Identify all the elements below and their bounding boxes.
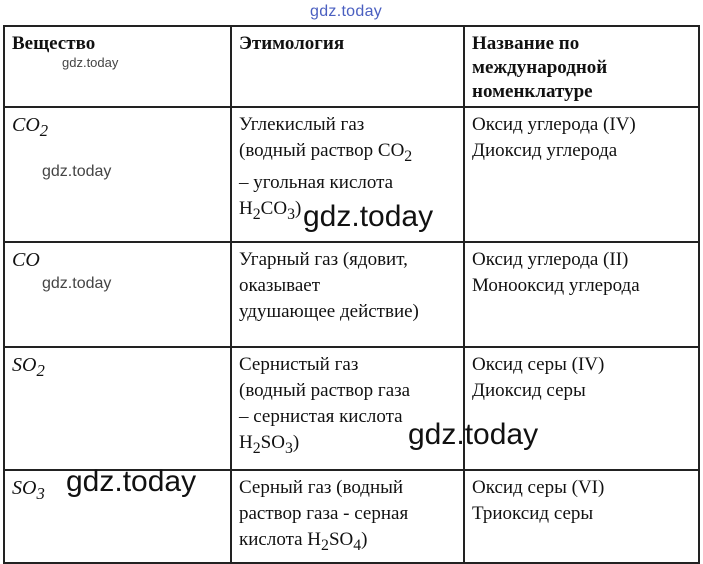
- etym-line: $H_2CO_3$): [239, 197, 302, 223]
- formula: $SO_3$: [12, 477, 45, 503]
- header-name-line-3: номенклатуре: [472, 81, 593, 102]
- header-name-line-1: Название по: [472, 33, 580, 54]
- header-name-line-2: международной: [472, 57, 608, 78]
- header-substance-label: Вещество: [12, 33, 96, 54]
- etym-line: $H_2SO_3$): [239, 432, 300, 457]
- etym-line: удушающее действие): [239, 301, 419, 322]
- name-line: Диоксид углерода: [472, 140, 618, 161]
- etym-line: Угарный газ (ядовит,: [239, 249, 408, 270]
- etym-line: Сернистый газ: [239, 354, 359, 375]
- international-name-cell: [464, 107, 699, 242]
- international-name-cell: [464, 242, 699, 347]
- name-line: Монооксид углерода: [472, 275, 640, 296]
- name-line: Диоксид серы: [472, 380, 586, 401]
- substance-cell: [4, 242, 231, 347]
- header-substance: [4, 26, 231, 107]
- watermark-cell: gdz.today: [42, 163, 112, 180]
- table-header-row: [4, 26, 699, 107]
- etym-line: кислота $H_2SO_4$): [239, 529, 368, 554]
- watermark-top: gdz.today: [310, 3, 383, 20]
- watermark-large: gdz.today: [66, 465, 197, 498]
- etymology-cell: [231, 470, 464, 563]
- table-row: [4, 242, 699, 347]
- watermark-large: gdz.today: [408, 418, 539, 451]
- name-line: Оксид углерода (IV): [472, 114, 636, 135]
- formula: $CO_2$: [12, 114, 49, 140]
- etym-line: – сернистая кислота: [239, 406, 403, 427]
- substance-cell: [4, 347, 231, 470]
- formula: CO: [12, 249, 40, 271]
- name-line: Оксид серы (IV): [472, 354, 605, 375]
- international-name-cell: [464, 470, 699, 563]
- etym-line: Серный газ (водный: [239, 477, 404, 498]
- etym-line: Углекислый газ: [239, 114, 365, 135]
- table-row: [4, 347, 699, 470]
- header-etymology: [231, 26, 464, 107]
- name-line: Триоксид серы: [472, 503, 594, 524]
- etym-line: раствор газа - серная: [239, 503, 409, 524]
- watermark-large: gdz.today: [303, 200, 434, 233]
- watermark-header: gdz.today: [62, 55, 119, 70]
- header-etymology-label: Этимология: [239, 33, 345, 54]
- name-line: Оксид углерода (II): [472, 249, 629, 270]
- etym-line: – угольная кислота: [239, 171, 394, 193]
- etym-line: (водный раствор $CO_2$: [239, 140, 413, 165]
- substance-cell: [4, 107, 231, 242]
- header-international-name: [464, 26, 699, 107]
- etym-line: оказывает: [239, 275, 321, 296]
- formula: $SO_2$: [12, 354, 45, 380]
- watermark-cell: gdz.today: [42, 275, 112, 292]
- etymology-cell: [231, 242, 464, 347]
- etym-line: (водный раствор газа: [239, 380, 411, 401]
- name-line: Оксид серы (VI): [472, 477, 605, 498]
